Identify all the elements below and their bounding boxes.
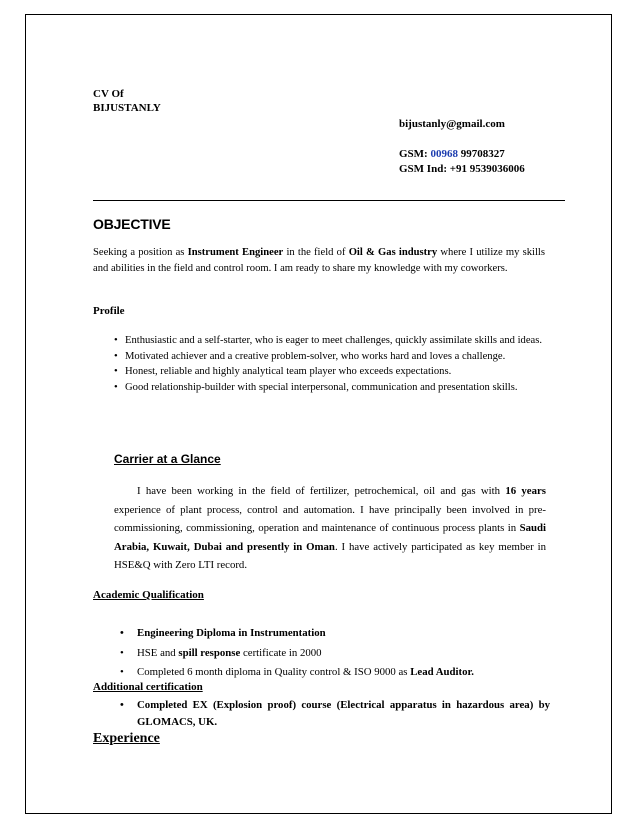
experience-heading: Experience xyxy=(93,731,160,746)
academic-list xyxy=(120,624,550,683)
header-divider xyxy=(93,200,565,201)
carrier-text-2: experience of plant process, control and automation. I have principally been involved in pre-commissioning, commissioning, operation and maintenance of continuous process plants in xyxy=(114,503,546,534)
candidate-name: BIJUSTANLY xyxy=(93,102,161,114)
contact-block xyxy=(399,117,525,177)
academic-heading: Academic Qualification xyxy=(93,589,204,601)
carrier-heading: Carrier at a Glance xyxy=(114,452,221,466)
gsm-ind: GSM Ind: +91 9539036006 xyxy=(399,163,525,175)
gsm-line xyxy=(399,147,525,162)
objective-bold-1: Instrument Engineer xyxy=(187,247,284,258)
academic-item-2a: HSE and xyxy=(137,646,179,659)
carrier-bold-2: Saudi Arabia, Kuwait, Dubai and presently in Oman xyxy=(114,522,546,553)
additional-list xyxy=(120,697,550,730)
academic-item xyxy=(120,663,550,683)
profile-item: • Motivated achiever and a creative problem-solver, who works hard and loves a challenge. xyxy=(114,349,546,365)
academic-item-3b: Lead Auditor. xyxy=(410,666,475,678)
profile-list xyxy=(114,333,546,395)
gsm-label: GSM: xyxy=(399,148,431,160)
carrier-text-1: I have been working in the field of fertilizer, petrochemical, oil and gas with xyxy=(137,485,506,497)
profile-item: • Honest, reliable and highly analytical team player who exceeds expectations. xyxy=(114,364,546,380)
carrier-text xyxy=(114,482,546,575)
gsm-number: 99708327 xyxy=(457,148,505,160)
profile-item: • Good relationship-builder with special interpersonal, communication and presentation skills. xyxy=(114,380,546,396)
objective-text xyxy=(93,245,545,277)
objective-text-1: Seeking a position as xyxy=(93,247,188,258)
objective-text-3: where I utilize my skills and abilities in the field and control room. I am ready to share my knowledge with my coworkers. xyxy=(93,247,545,274)
carrier-text-3: . I have actively participated as key member in HSE&Q with Zero LTI record. xyxy=(114,540,546,571)
profile-item: • Enthusiastic and a self-starter, who is eager to meet challenges, quickly assimilate skills and ideas. xyxy=(114,333,546,349)
academic-item: • Engineering Diploma in Instrumentation xyxy=(120,624,550,644)
cv-of-label: CV Of xyxy=(93,88,124,100)
email: bijustanly@gmail.com xyxy=(399,118,505,130)
academic-item-2c: certificate in 2000 xyxy=(240,646,322,659)
additional-heading: Additional certification xyxy=(93,681,203,693)
profile-heading: Profile xyxy=(93,305,125,317)
gsm-code: 00968 xyxy=(430,148,458,160)
additional-item: • Completed EX (Explosion proof) course (Electrical apparatus in hazardous area) by GLOMACS, UK. xyxy=(120,697,550,730)
academic-item-3a: Completed 6 month diploma in Quality control & ISO 9000 as xyxy=(137,666,411,678)
academic-item-2b: spill response xyxy=(178,646,241,659)
carrier-bold-1: 16 years xyxy=(505,485,546,497)
academic-item xyxy=(120,644,550,664)
objective-bold-2: Oil & Gas industry xyxy=(348,247,438,258)
objective-text-2: in the field of xyxy=(283,247,349,258)
objective-heading: OBJECTIVE xyxy=(93,216,171,232)
